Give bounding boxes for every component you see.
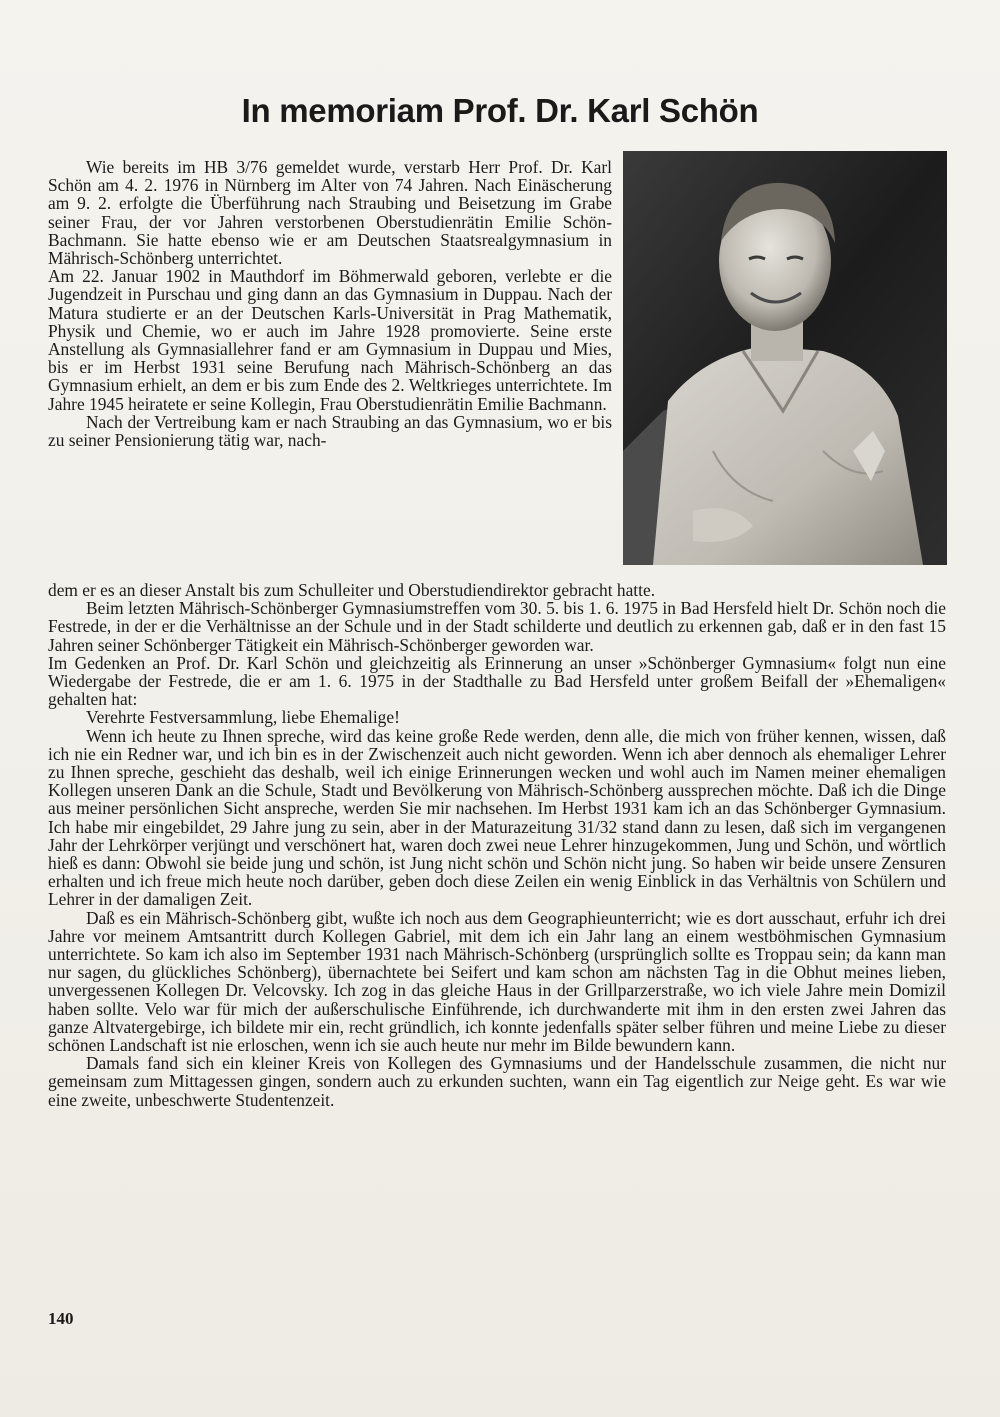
paragraph: Daß es ein Mährisch-Schönberg gibt, wußte ich noch aus dem Geographieunterricht; wie es dort ausschaut, erfuhr ich drei Jahre vor meinem Amtsantritt durch Kollegen Gabriel, mit dem ich ein Jahr lang an einem westböhmischen Gymnasium unterrichtete. So kam ich also im September 1931 nach Mährisch-Schönberg (ursprünglich sollte es Troppau sein; da kann man nur sagen, du glückliches Schönberg), übernachtete bei Seifert und kam schon am nächsten Tag in die Obhut meines lieben, unvergessenen Kollegen Dr. Velcovsky. Ich zog in das gleiche Haus in der Grillparzerstraße, wo ich viele Jahre mein Domizil haben sollte. Velo war für mich der außerschulische Einführende, ich durchwanderte mit ihm in den ersten zwei Jahren das ganze Altvatergebirge, ich bildete mir ein, recht gründlich, ich konnte jedenfalls später selber führen und meine Liebe zu dieser schönen Landschaft ist nie erloschen, wenn ich sie auch heute nur mehr im Bilde bewundern kann. xyxy=(48,907,946,1056)
paragraph: Verehrte Festversammlung, liebe Ehemalige! xyxy=(86,707,400,728)
paragraph: Im Gedenken an Prof. Dr. Karl Schön und gleichzeitig als Erinnerung an unser »Schönberger Gymnasium« folgt nun eine Wiedergabe der Festrede, die er am 1. 6. 1975 in der Stadthalle zu Bad Hersfeld unter großem Beifall der »Ehemaligen« gehalten hat: xyxy=(48,652,946,710)
paragraph: Wie bereits im HB 3/76 gemeldet wurde, verstarb Herr Prof. Dr. Karl Schön am 4. 2. 1976 in Nürnberg im Alter von 74 Jahren. Nach Einäscherung am 9. 2. erfolgte die Überführung nach Straubing und Beisetzung im Grabe seiner Frau, der vor Jahren verstorbenen Oberstudienrätin Emilie Schön-Bachmann. Sie hatte ebenso wie er am Deutschen Staatsrealgymnasium in Mährisch-Schönberg unterrichtet. xyxy=(48,157,612,269)
page-number: 140 xyxy=(48,1309,74,1328)
article-body-text xyxy=(48,581,946,1109)
paragraph: Nach der Vertreibung kam er nach Straubing an das Gymnasium, wo er bis zu seiner Pensionierung tätig war, nach- xyxy=(48,411,612,451)
article-column-text xyxy=(48,158,612,449)
paragraph: Wenn ich heute zu Ihnen spreche, wird das keine große Rede werden, denn alle, die mich von früher kennen, wissen, daß ich nie ein Redner war, und ich bin es in der Zwischenzeit auch nicht geworden. Wenn ich aber dennoch als ehemaliger Lehrer zu Ihnen spreche, geschieht das deshalb, weil ich einige Erinnerungen wecken und wohl auch im Namen meiner ehemaligen Kollegen unseren Dank an die Schule, Stadt und Bevölkerung von Mährisch-Schönberg aussprechen möchte. Daß ich die Dinge aus meiner persönlichen Sicht anspreche, werden Sie mir nachsehen. Im Herbst 1931 kam ich an das Schönberger Gymnasium. Ich habe mir eingebildet, 29 Jahre jung zu sein, aber in der Maturazeitung 31/32 stand dann zu lesen, daß sich im vergangenen Jahr der Lehrkörper verjüngt und verschönert hat, waren doch zwei neue Lehrer hinzugekommen, Jung und Schön, und wörtlich hieß es dann: Obwohl sie beide jung und schön, ist Jung nicht schön und Schön nicht jung. So haben wir beide unsere Zensuren erhalten und ich freue mich heute noch darüber, geben doch diese Zeilen ein wenig Einblick in das Verhältnis von Schülern und Lehrer in der damaligen Zeit. xyxy=(48,725,946,910)
article-title: In memoriam Prof. Dr. Karl Schön xyxy=(241,92,759,129)
portrait-photo xyxy=(623,151,947,565)
paragraph: dem er es an dieser Anstalt bis zum Schulleiter und Oberstudiendirektor gebracht hatte. xyxy=(48,580,656,600)
paragraph: Am 22. Januar 1902 in Mauthdorf im Böhmerwald geboren, verlebte er die Jugendzeit in Purschau und ging dann an das Gymnasium in Duppau. Nach der Matura studierte er an der Deutschen Karls-Universität in Prag Mathematik, Physik und Chemie, wo er auch im Jahre 1928 promovierte. Seine erste Anstellung als Gymnasiallehrer fand er am Gymnasium in Duppau und Mies, bis er im Herbst 1931 seine Berufung nach Mährisch-Schönberg an das Gymnasium erhielt, an dem er bis zum Ende des 2. Weltkrieges unterrichtete. Im Jahre 1945 heiratete er seine Kollegin, Frau Oberstudienrätin Emilie Bachmann. xyxy=(48,266,612,414)
paragraph: Beim letzten Mährisch-Schönberger Gymnasiumstreffen vom 30. 5. bis 1. 6. 1975 in Bad Hersfeld hielt Dr. Schön noch die Festrede, in der er die Verhältnisse an der Schule und in der Stadt schilderte und deutlich zu erkennen gab, daß er in den fast 15 Jahren seiner Schönberger Tätigkeit ein Mährisch-Schönberger geworden war. xyxy=(48,598,946,655)
paragraph: Damals fand sich ein kleiner Kreis von Kollegen des Gymnasiums und der Handelsschule zusammen, die nicht nur gemeinsam zum Mittagessen gingen, sondern auch zu erkunden suchten, wann ein Tag eigentlich zur Neige geht. Es war wie eine zweite, unbeschwerte Studentenzeit. xyxy=(48,1053,946,1110)
